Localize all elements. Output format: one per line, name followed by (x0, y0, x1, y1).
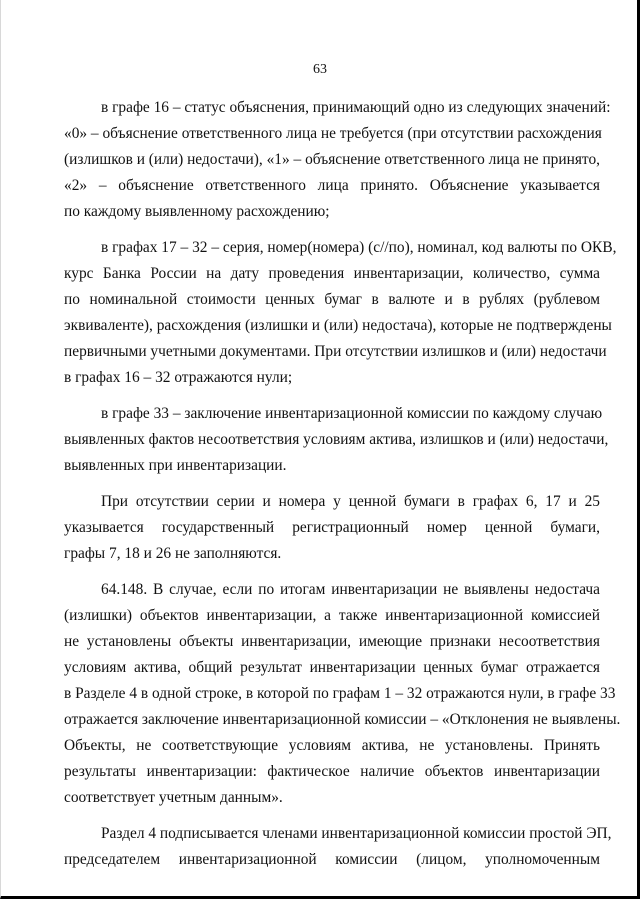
paragraph-columns-17-32 (64, 235, 617, 391)
text-line: (излишков и (или) недостачи), «1» – объяснение ответственного лица не принято, (64, 151, 600, 168)
text-line: выявленных при инвентаризации. (64, 457, 287, 474)
document-body (64, 95, 621, 873)
text-line: не установлены объекты инвентаризации, имеющие признаки несоответствия (64, 633, 600, 650)
paragraph-registration-number (64, 489, 600, 567)
paragraph-column-16 (64, 95, 611, 225)
text-line: по каждому выявленному расхождению; (64, 203, 330, 220)
text-line: При отсутствии серии и номера у ценной бумаги в графах 6, 17 и 25 (101, 493, 600, 510)
text-line: Объекты, не соответствующие условиям актива, не установлены. Принять (64, 737, 600, 754)
text-line: указывается государственный регистрационный номер ценной бумаги, (64, 519, 600, 536)
text-line: (излишки) объектов инвентаризации, а также инвентаризационной комиссией (64, 607, 600, 624)
text-line: первичными учетными документами. При отсутствии излишков и (или) недостачи (64, 343, 607, 360)
text-line: в графе 33 – заключение инвентаризационной комиссии по каждому случаю (101, 405, 603, 422)
text-line: результаты инвентаризации: фактическое наличие объектов инвентаризации (64, 763, 600, 780)
text-line: «0» – объяснение ответственного лица не требуется (при отсутствии расхождения (64, 125, 602, 142)
text-line: соответствует учетным данным». (64, 789, 283, 806)
text-line: эквиваленте), расхождения (излишки и (или) недостача), которые не подтверждены (64, 317, 612, 334)
text-line: в графах 17 – 32 – серия, номер(номера) (с//по), номинал, код валюты по ОКВ, (101, 239, 617, 256)
text-line: отражается заключение инвентаризационной комиссии – «Отклонения не выявлены. (64, 711, 621, 728)
text-line: в графах 16 – 32 отражаются нули; (64, 369, 293, 386)
text-line: в Разделе 4 в одной строке, в которой по графам 1 – 32 отражаются нули, в графе 33 (64, 685, 616, 702)
text-line: условиям актива, общий результат инвентаризации ценных бумаг отражается (64, 659, 600, 676)
paragraph-column-33 (64, 401, 609, 479)
paragraph-section-4-signing (64, 821, 612, 873)
text-line: выявленных фактов несоответствия условиям актива, излишков и (или) недостачи, (64, 431, 609, 448)
text-line: 64.148. В случае, если по итогам инвентаризации не выявлены недостача (101, 581, 600, 598)
text-line: графы 7, 18 и 26 не заполняются. (64, 545, 282, 562)
text-line: по номинальной стоимости ценных бумаг в валюте и в рублях (рублевом (64, 291, 600, 308)
paragraph-64-148 (64, 577, 621, 811)
text-line: Раздел 4 подписывается членами инвентаризационной комиссии простой ЭП, (101, 825, 612, 842)
text-line: председателем инвентаризационной комиссии (лицом, уполномоченным (64, 851, 600, 868)
text-line: курс Банка России на дату проведения инвентаризации, количество, сумма (64, 265, 600, 282)
text-line: «2» – объяснение ответственного лица принято. Объяснение указывается (64, 177, 600, 194)
page-number: 63 (313, 62, 327, 77)
text-line: в графе 16 – статус объяснения, принимающий одно из следующих значений: (101, 99, 611, 116)
